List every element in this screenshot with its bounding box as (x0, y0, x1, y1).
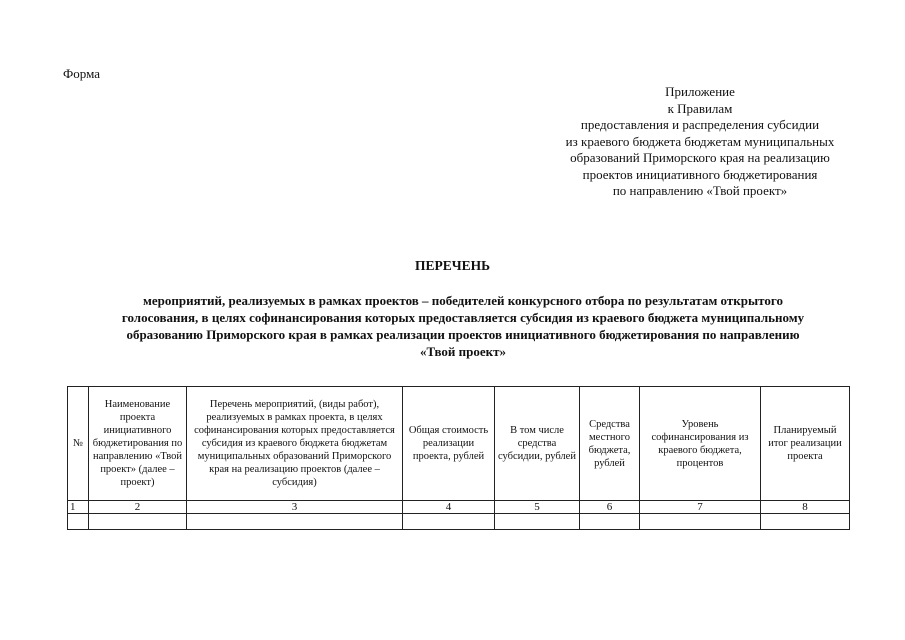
appendix-line: из краевого бюджета бюджетам муниципальных (565, 133, 835, 149)
header-cell-measures-list: Перечень мероприятий, (виды работ), реализуемых в рамках проекта, в целях софинансирования которых предоставляется субсидия из краевого бюджета бюджетам муниципальных образований Приморского края на реализацию проектов (далее – субсидия) (187, 387, 403, 501)
appendix-block (520, 84, 880, 200)
table-cell (68, 514, 89, 530)
column-number-cell: 7 (640, 501, 761, 514)
appendix-line: предоставления и распределения субсидии (580, 117, 820, 132)
appendix-line: образований Приморского края на реализацию (570, 150, 830, 165)
header-cell-number: № (68, 387, 89, 501)
column-number-cell: 8 (761, 501, 850, 514)
form-label: Форма (63, 66, 100, 81)
appendix-line: по направлению «Твой проект» (612, 183, 788, 198)
document-subtitle (52, 292, 874, 360)
subtitle-line: образованию Приморского края в рамках реализации проектов инициативного бюджетирования по направлению (126, 327, 800, 342)
header-cell-subsidy-funds: В том числе средства субсидии, рублей (495, 387, 580, 501)
table-cell (761, 514, 850, 530)
header-cell-local-budget: Средства местного бюджета, рублей (580, 387, 640, 501)
column-number-cell: 3 (187, 501, 403, 514)
appendix-line: к Правилам (667, 100, 733, 116)
subtitle-line: голосования, в целях софинансирования которых предоставляется субсидия из краевого бюджета муниципальному (121, 310, 805, 325)
column-number-cell: 6 (580, 501, 640, 514)
column-number-cell: 1 (68, 501, 89, 514)
header-cell-total-cost: Общая стоимость реализации проекта, рублей (403, 387, 495, 501)
document-title: ПЕРЕЧЕНЬ (414, 258, 491, 273)
subtitle-line: мероприятий, реализуемых в рамках проектов – победителей конкурсного отбора по результатам открытого (143, 293, 783, 308)
table-header-row (68, 387, 850, 501)
table-cell (495, 514, 580, 530)
column-number-cell: 5 (495, 501, 580, 514)
measures-table (67, 386, 850, 530)
header-cell-project-name: Наименование проекта инициативного бюджетирования по направлению «Твой проект» (далее – проект) (89, 387, 187, 501)
subtitle-line: «Твой проект» (419, 344, 507, 359)
header-cell-planned-result: Планируемый итог реализации проекта (761, 387, 850, 501)
table-column-number-row (68, 501, 850, 514)
table-cell (580, 514, 640, 530)
appendix-line: Приложение (665, 84, 735, 99)
table-cell (89, 514, 187, 530)
table-cell (403, 514, 495, 530)
appendix-line: проектов инициативного бюджетирования (582, 166, 818, 182)
column-number-cell: 2 (89, 501, 187, 514)
table-row (68, 514, 850, 530)
column-number-cell: 4 (403, 501, 495, 514)
header-cell-cofinancing-level: Уровень софинансирования из краевого бюджета, процентов (640, 387, 761, 501)
table-cell (187, 514, 403, 530)
table-cell (640, 514, 761, 530)
